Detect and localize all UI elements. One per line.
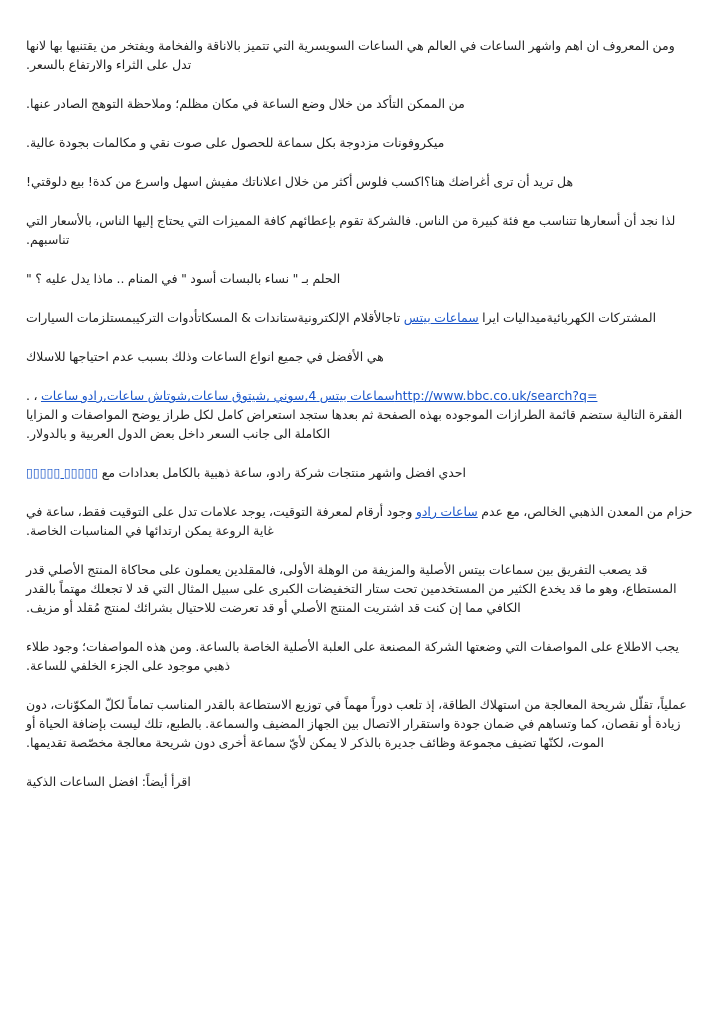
paragraph-glow-check: من الممكن التأكد من خلال وضع الساعة في مكان مظلم؛ وملاحظة التوهج الصادر عنها. <box>26 96 465 111</box>
bbc-search-link[interactable] <box>41 388 597 403</box>
gold-strap-text-before: حزام من المعدن الذهبي الخالص، مع عدم <box>477 504 693 519</box>
models-list-text: الفقرة التالية ستضم قائمة الطرازات الموجوده بهذه الصفحة ثم بعدها ستجد استعراض كامل لكل طراز يوضح المواصفات و المزايا الكاملة الى جانب السعر داخل بعض الدول العربية و بالدولار. <box>26 407 683 441</box>
paragraph-read-also: اقرأ أيضاً: افضل الساعات الذكية <box>26 774 191 789</box>
paragraph-gold-strap <box>26 502 694 540</box>
categories-text-after: تاجالأقلام الإلكترونيةستاندات & المسكاتأدوات التركيبمستلزمات السيارات <box>26 310 404 325</box>
search-link-separator: ، . <box>26 388 38 403</box>
paragraph-specifications: يجب الاطلاع على المواصفات التي وضعتها الشركة المصنعة على العلبة الأصلية الخاصة بالساعة. ومن هذه المواصفات؛ وجود طلاء ذهبي موجود على الجزء الخلفي للساعة. <box>26 639 680 673</box>
beats-headphones-link[interactable]: سماعات بيتس <box>403 310 479 325</box>
gold-strap-text-after: وجود أرقام لمعرفة التوقيت، يوجد علامات تدل على التوقيت فقط، ساعة في غاية الروعة يمكن ارتدائها في المناسبات الخاصة. <box>26 504 416 538</box>
bbc-search-terms: سماعات بيتس 4,سوني ,شيتوق ساعات,شوتاش ساعات,رادو ساعات <box>40 388 395 403</box>
paragraph-categories <box>26 308 694 327</box>
bbc-search-url: http://www.bbc.co.uk/search?q= <box>394 388 598 403</box>
rado-gold-text: احدي افضل واشهر منتجات شركة رادو، ساعة ذهبية بالكامل بعدادات مع <box>98 465 466 480</box>
paragraph-no-wires: هي الأفضل في جميع انواع الساعات وذلك بسبب عدم احتياجها للاسلاك <box>26 349 384 364</box>
paragraph-rado-gold <box>26 463 694 482</box>
paragraph-sell-ad: هل تريد أن ترى أغراضك هنا؟اكسب فلوس أكثر من خلال اعلاناتك مفيش اسهل واسرع من كدة! بيع دلوقتي! <box>26 174 574 189</box>
missing-glyph-link[interactable]: ▯▯▯▯▯ ▯▯▯▯▯ <box>26 465 99 480</box>
categories-text-before: المشتركات الكهربائيةميداليات ايرا <box>478 310 657 325</box>
rado-watches-link[interactable]: ساعات رادو <box>415 504 478 519</box>
paragraph-prices: لذا نجد أن أسعارها تتناسب مع فئة كبيرة من الناس. فالشركة تقوم بإعطائهم كافة المميزات التي يحتاج إليها الناس، بالأسعار التي تناسبهم. <box>26 213 676 247</box>
paragraph-swiss-watches: ومن المعروف ان اهم واشهر الساعات في العالم هي الساعات السويسرية التي تتميز بالاناقة والفخامة ويفتخر من يقتنيها بها لانها تدل على الثراء والارتفاع بالسعر. <box>26 38 675 72</box>
paragraph-processing-chip: عملياً، تقلّل شريحة المعالجة من استهلاك الطاقة، إذ تلعب دوراً مهماً في توزيع الاستطاعة بالقدر المناسب تماماً لكلّ المكوّنات، دون زيادة أو نقصان، كما وتساهم في ضمان جودة واستقرار الاتصال بين الجهاز المضيف والسماعة. بالطبع، تلك ليست بإضافة الحياة أو الموت، لكنّها تضيف مجموعة وظائف جديرة بالذكر لا يمكن لأيّ سماعة أخرى دون شريحة معالجة مخصّصة تقديمها. <box>26 697 687 750</box>
paragraph-microphones: ميكروفونات مزدوجة بكل سماعة للحصول على صوت نقي و مكالمات بجودة عالية. <box>26 135 445 150</box>
paragraph-dream: الحلم بـ " نساء بالبسات أسود " في المنام .. ماذا يدل عليه ؟ " <box>26 271 341 286</box>
paragraph-search-link <box>26 386 694 443</box>
paragraph-fake-beats: قد يصعب التفريق بين سماعات بيتس الأصلية والمزيفة من الوهلة الأولى، فالمقلدين يعملون على محاكاة المنتج الأصلي قدر المستطاع، وهو ما قد يخدع الكثير من المستخدمين تحت ستار التخفيضات الكبرى على سبيل المثال التي قد لا تجعلك مهتماً بالقدر الكافي مما إن كنت قد اشتريت المنتج الأصلي أو قد تعرضت للاحتيال بشرائك لمنتج مُقلد أو مزيف. <box>26 562 677 615</box>
